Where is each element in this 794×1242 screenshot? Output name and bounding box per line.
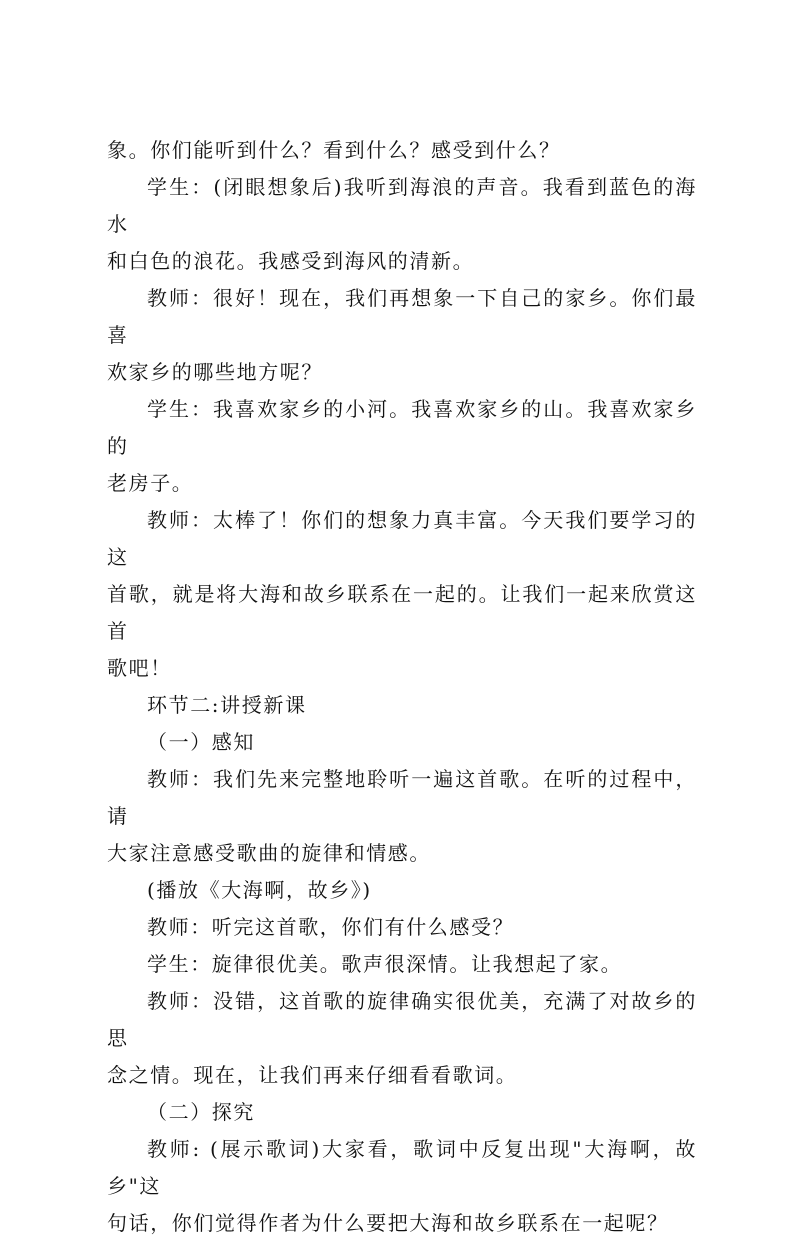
text-line: 象。你们能听到什么？看到什么？感受到什么？ xyxy=(107,138,561,162)
text-line: 和白色的浪花。我感受到海风的清新。 xyxy=(107,249,475,273)
text-line: 学生：旋律很优美。歌声很深情。让我想起了家。 xyxy=(147,952,623,976)
text-line: (播放《大海啊，故乡》) xyxy=(147,878,372,902)
text-line: 句话，你们觉得作者为什么要把大海和故乡联系在一起呢？ xyxy=(107,1211,669,1235)
subsection-heading: （一）感知 xyxy=(147,730,255,754)
text-line: 教师：没错，这首歌的旋律确实很优美，充满了对故乡的思 xyxy=(107,989,697,1050)
text-line: 大家注意感受歌曲的旋律和情感。 xyxy=(107,841,431,865)
text-line: 老房子。 xyxy=(107,471,194,495)
document-body xyxy=(107,132,697,1242)
text-line: 学生：(闭眼想象后)我听到海浪的声音。我看到蓝色的海水 xyxy=(107,175,697,236)
text-line: 歌吧！ xyxy=(107,656,172,680)
text-line: 教师：太棒了！你们的想象力真丰富。今天我们要学习的这 xyxy=(107,508,697,569)
text-line: 教师：听完这首歌，你们有什么感受？ xyxy=(147,915,515,939)
text-line: 教师：我们先来完整地聆听一遍这首歌。在听的过程中，请 xyxy=(107,767,697,828)
text-line: 学生：我喜欢家乡的小河。我喜欢家乡的山。我喜欢家乡的 xyxy=(107,397,697,458)
text-line: 念之情。现在，让我们再来仔细看看歌词。 xyxy=(107,1063,518,1087)
text-line: 教师: (展示歌词)大家看，歌词中反复出现"大海啊，故乡"这 xyxy=(107,1137,697,1198)
text-line: 欢家乡的哪些地方呢？ xyxy=(107,360,323,384)
text-line: 首歌，就是将大海和故乡联系在一起的。让我们一起来欣赏这首 xyxy=(107,582,697,643)
text-line: 教师：很好！现在，我们再想象一下自己的家乡。你们最喜 xyxy=(107,286,697,347)
section-heading: 环节二:讲授新课 xyxy=(147,693,307,717)
subsection-heading: （二）探究 xyxy=(147,1100,255,1124)
